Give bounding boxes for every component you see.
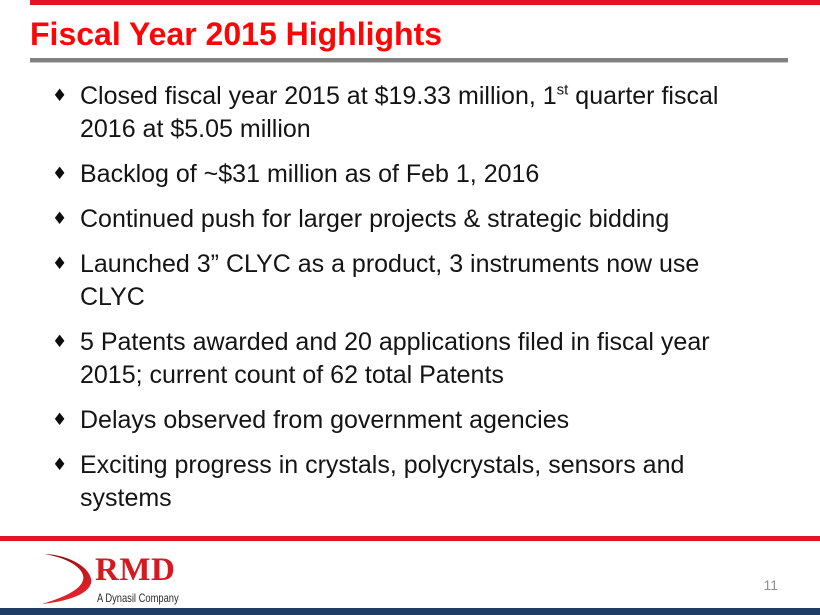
bullet-item <box>52 404 742 437</box>
diamond-bullet-icon: ♦ <box>52 86 68 106</box>
diamond-bullet-icon: ♦ <box>52 209 68 229</box>
diamond-bullet-icon: ♦ <box>52 455 68 475</box>
bullet-text: 5 Patents awarded and 20 applications filed in fiscal year 2015; current count of 62 total Patents <box>80 328 710 389</box>
bullet-text <box>80 80 740 146</box>
superscript: st <box>556 81 569 99</box>
bottom-red-accent-line <box>0 536 820 541</box>
bullet-item <box>52 449 742 515</box>
diamond-bullet-icon: ♦ <box>52 332 68 352</box>
bullet-item <box>52 203 742 236</box>
diamond-bullet-icon: ♦ <box>52 254 68 274</box>
bullet-item <box>52 326 742 392</box>
title-underline <box>30 58 788 63</box>
rmd-logo-tagline: A Dynasil Company <box>97 591 179 605</box>
diamond-bullet-icon: ♦ <box>52 164 68 184</box>
bullet-item <box>52 80 742 146</box>
rmd-logo-text: RMD <box>95 552 176 588</box>
page-number: 11 <box>763 577 778 593</box>
rmd-logo <box>38 551 218 609</box>
bullet-text-segment: quarter fiscal 2016 at $5.05 million <box>80 82 719 143</box>
diamond-bullet-icon: ♦ <box>52 410 68 430</box>
bullet-list <box>52 80 742 527</box>
bullet-text: Backlog of ~$31 million as of Feb 1, 2016 <box>80 160 540 188</box>
bullet-text: Exciting progress in crystals, polycrystals, sensors and systems <box>80 451 685 512</box>
bullet-item <box>52 248 742 314</box>
bullet-text: Continued push for larger projects & strategic bidding <box>80 205 670 233</box>
bullet-text: Launched 3” CLYC as a product, 3 instruments now use CLYC <box>80 250 700 311</box>
bullet-item <box>52 158 742 191</box>
top-red-accent-line <box>30 0 820 5</box>
rmd-swoosh-icon <box>38 553 94 605</box>
bottom-navy-bar <box>0 608 820 615</box>
bullet-text-segment: Closed fiscal year 2015 at $19.33 million, 1 <box>80 82 557 110</box>
slide-title: Fiscal Year 2015 Highlights <box>30 16 443 52</box>
bullet-text: Delays observed from government agencies <box>80 406 570 434</box>
